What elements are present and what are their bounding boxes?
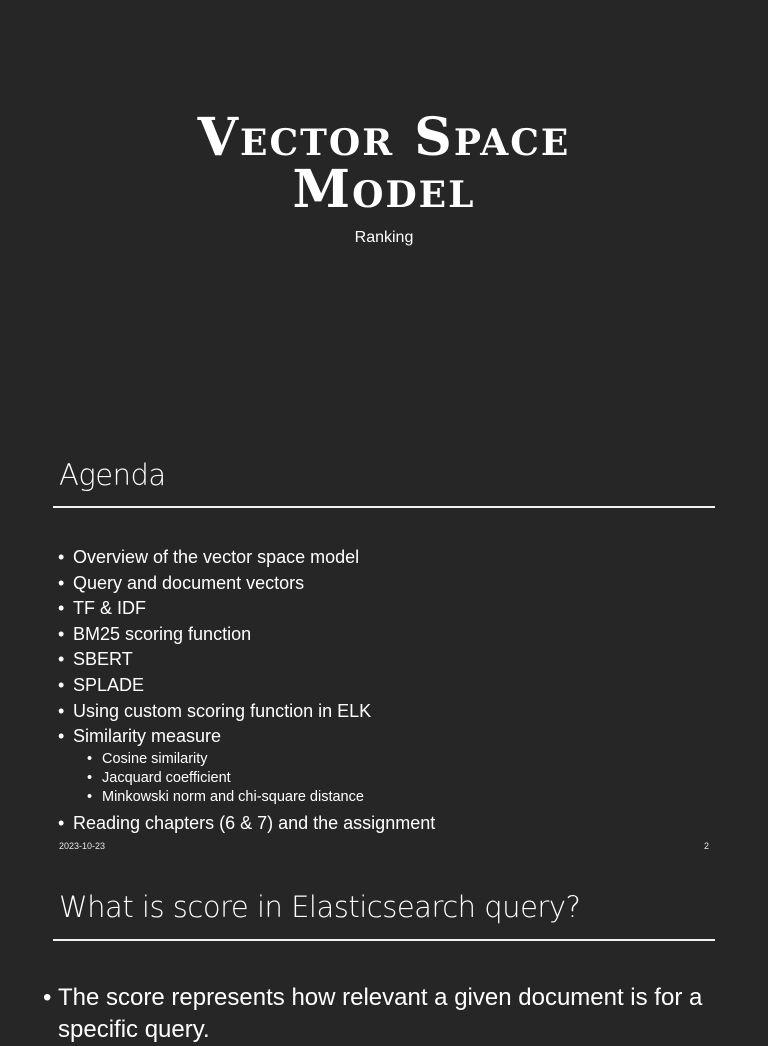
sub-list-container — [58, 750, 435, 807]
bullet-glyph: • — [43, 984, 52, 1011]
sub-list-item: • Minkowski norm and chi-square distance — [87, 788, 435, 807]
heading-divider — [53, 506, 715, 508]
list-item: • SBERT — [58, 647, 435, 673]
score-slide — [0, 864, 768, 1043]
slide-subtitle: Ranking — [354, 229, 414, 246]
title-slide — [0, 0, 768, 432]
score-bullet-text: The score represents how relevant a given document is for a specific query. — [58, 984, 703, 1043]
list-item: • Reading chapters (6 & 7) and the assignment — [58, 811, 435, 837]
slide-title-line-2: Model — [292, 159, 476, 220]
list-item: • BM25 scoring function — [58, 622, 435, 648]
list-item: • Similarity measure — [58, 724, 435, 750]
slide-title — [0, 107, 768, 220]
sub-list — [87, 750, 435, 807]
page-number: 2 — [704, 841, 710, 851]
sub-list-item: • Jacquard coefficient — [87, 769, 435, 788]
list-item: • SPLADE — [58, 673, 435, 699]
agenda-slide — [0, 432, 768, 864]
slide-title-line-1: Vector Space — [197, 107, 571, 168]
score-bullet — [44, 982, 764, 1046]
footer-date: 2023-10-23 — [59, 841, 106, 851]
list-item: • Using custom scoring function in ELK — [58, 699, 435, 725]
list-item: • TF & IDF — [58, 596, 435, 622]
sub-list-item: • Cosine similarity — [87, 750, 435, 769]
heading-divider — [53, 939, 715, 941]
list-item: • Overview of the vector space model — [58, 545, 435, 571]
score-heading: What is score in Elasticsearch query? — [59, 890, 581, 924]
list-item: • Query and document vectors — [58, 571, 435, 597]
agenda-list — [58, 545, 435, 836]
agenda-heading: Agenda — [59, 458, 166, 492]
